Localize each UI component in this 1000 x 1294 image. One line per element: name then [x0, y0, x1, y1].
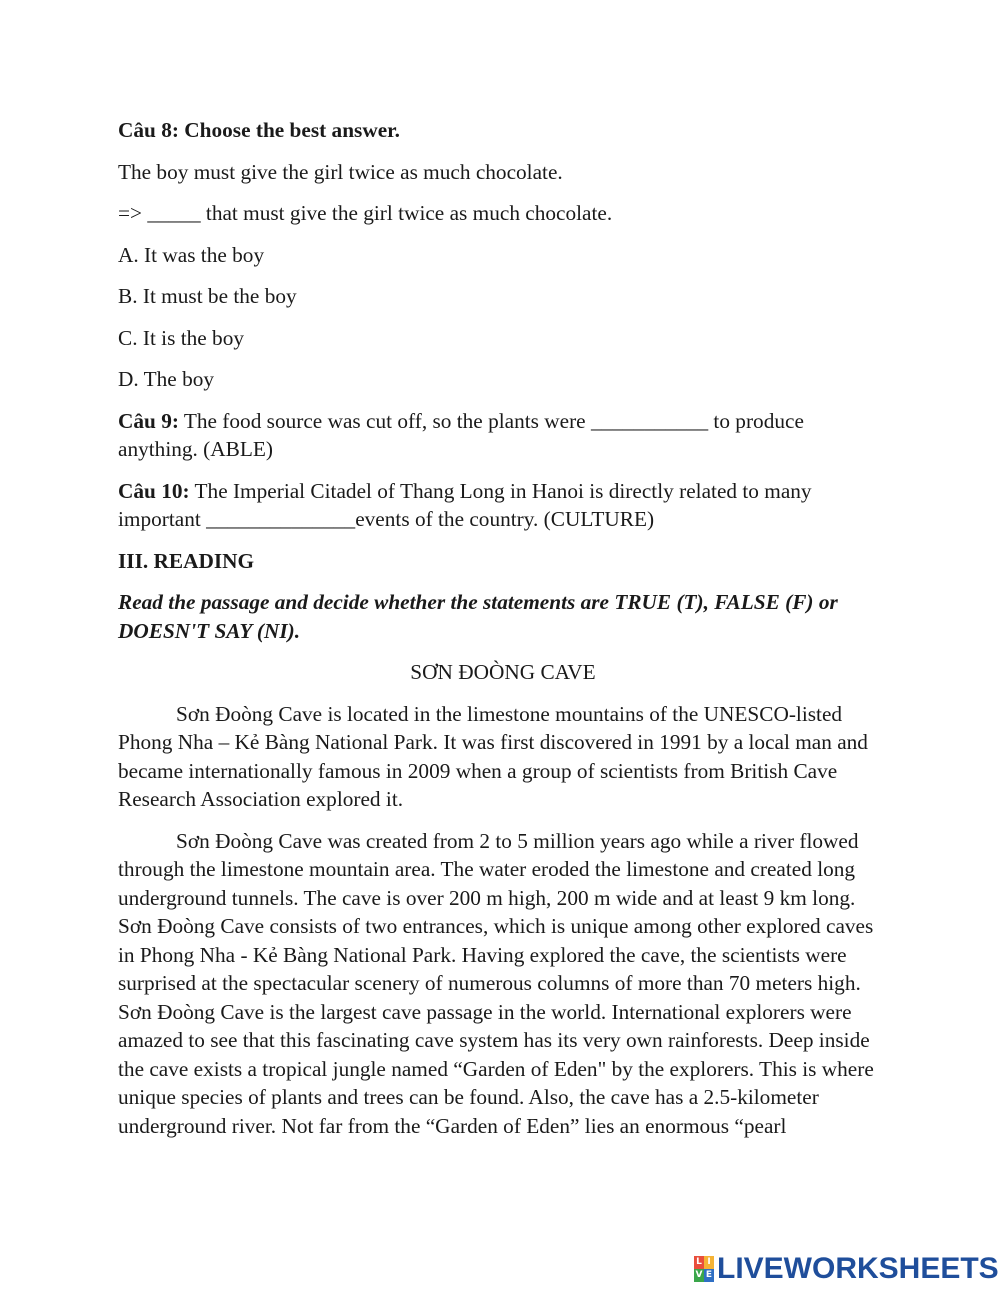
- liveworksheets-logo[interactable]: [694, 1252, 999, 1286]
- question-10-text: The Imperial Citadel of Thang Long in Hanoi is directly related to many important ______________events of the country. (CULTURE): [118, 478, 812, 531]
- question-8-sentence: The boy must give the girl twice as much chocolate.: [118, 159, 563, 184]
- passage-paragraph-2: Sơn Đoòng Cave was created from 2 to 5 million years ago while a river flowed through the limestone mountain area. The water eroded the limestone and created long underground tunnels. The cave is over 200 m high, 200 m wide and at least 9 km long. Sơn Đoòng Cave consists of two entrances, which is unique among other explored caves in Phong Nha - Kẻ Bàng National Park. Having explored the cave, the scientists were surprised at the spectacular scenery of numerous columns of more than 70 meters high. Sơn Đoòng Cave is the largest cave passage in the world. International explorers were amazed to see that this fascinating cave system has its very own rainforests. Deep inside the cave exists a tropical jungle named “Garden of Eden" by the explorers. This is where unique species of plants and trees can be found. Also, the cave has a 2.5-kilometer underground river. Not far from the “Garden of Eden” lies an enormous “pearl: [118, 828, 874, 1138]
- question-8-option-d[interactable]: D. The boy: [118, 367, 215, 391]
- logo-mark-e: E: [705, 1270, 713, 1280]
- question-10: [118, 477, 888, 534]
- logo-mark-v: V: [695, 1270, 703, 1280]
- passage-title: SƠN ĐOÒNG CAVE: [410, 660, 596, 684]
- question-9-text: The food source was cut off, so the plants were ___________ to produce anything. (ABLE): [118, 408, 804, 461]
- logo-text: LIVEWORKSHEETS: [717, 1252, 999, 1285]
- question-10-label: Câu 10:: [118, 478, 190, 503]
- question-8-option-a[interactable]: A. It was the boy: [118, 242, 265, 267]
- logo-mark-i: I: [704, 1256, 714, 1269]
- worksheet-page: [118, 116, 888, 1153]
- question-8-option-c[interactable]: C. It is the boy: [118, 325, 245, 350]
- passage-paragraph-1: Sơn Đoòng Cave is located in the limestone mountains of the UNESCO-listed Phong Nha – Kẻ Bàng National Park. It was first discovered in 1991 by a local man and became internationally famous in 2009 when a group of scientists from British Cave Research Association explored it.: [118, 701, 868, 811]
- question-8-option-b[interactable]: B. It must be the boy: [118, 284, 297, 308]
- reading-instruction: Read the passage and decide whether the statements are TRUE (T), FALSE (F) or DOESN'T SAY (NI).: [118, 590, 838, 643]
- reading-heading: III. READING: [118, 548, 255, 573]
- question-9-label: Câu 9:: [118, 408, 179, 433]
- logo-mark-l: L: [694, 1256, 704, 1269]
- question-8-prompt: => _____ that must give the girl twice as much chocolate.: [118, 201, 613, 225]
- question-9: [118, 407, 888, 464]
- logo-mark-icon: [694, 1256, 714, 1282]
- question-8-title: Câu 8: Choose the best answer.: [118, 118, 400, 142]
